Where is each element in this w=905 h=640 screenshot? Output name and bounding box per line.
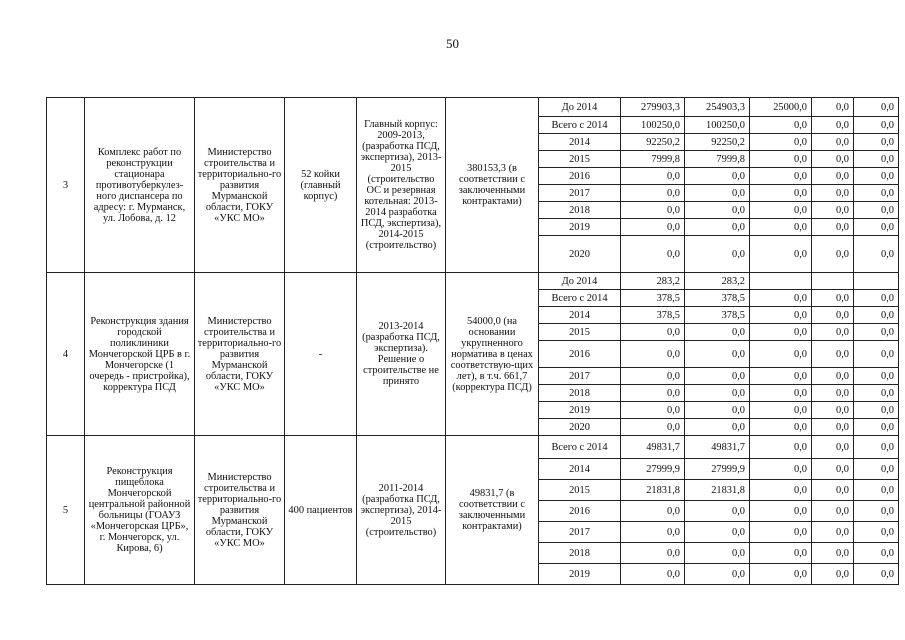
amount-cell: 0,0 [854,436,899,459]
amount-cell: 0,0 [750,236,812,273]
amount-cell: 0,0 [812,402,854,419]
amount-cell: 0,0 [812,385,854,402]
amount-cell: 0,0 [854,341,899,368]
amount-cell: 0,0 [685,419,750,436]
amount-cell: 378,5 [621,307,685,324]
amount-cell: 0,0 [750,543,812,564]
amount-cell: 0,0 [685,168,750,185]
amount-cell: 0,0 [854,307,899,324]
amount-cell: 0,0 [854,168,899,185]
amount-cell: 0,0 [685,341,750,368]
amount-cell: 27999,9 [685,459,750,480]
project-no-cell: 5 [47,436,85,585]
amount-cell: 0,0 [812,419,854,436]
project-terms-cell: 2011-2014 (разработка ПСД, экспертиза), 2014-2015 (строительство) [357,436,446,585]
table-row [47,273,899,290]
amount-cell: 0,0 [750,168,812,185]
amount-cell: 0,0 [621,522,685,543]
amount-cell: 0,0 [621,564,685,585]
project-customer-cell: Министерство строительства и территориально-го развития Мурманской области, ГОКУ «УКС МО» [195,273,285,436]
amount-cell: 0,0 [750,480,812,501]
amount-cell: 0,0 [621,368,685,385]
amount-cell: 0,0 [854,385,899,402]
year-cell: 2014 [539,307,621,324]
project-terms-cell: Главный корпус: 2009-2013, (разработка ПСД, экспертиза), 2013-2015 (строительство ОС и резервная котельная: 2013-2014 разработка ПСД, экспертиза), 2014-2015 (строительство) [357,98,446,273]
year-cell: 2017 [539,522,621,543]
amount-cell: 0,0 [854,459,899,480]
amount-cell: 0,0 [750,290,812,307]
amount-cell: 0,0 [621,385,685,402]
project-capacity-cell: - [285,273,357,436]
amount-cell: 0,0 [621,543,685,564]
amount-cell: 0,0 [685,522,750,543]
amount-cell: 0,0 [621,501,685,522]
amount-cell: 254903,3 [685,98,750,117]
page-number: 50 [446,36,459,51]
amount-cell: 0,0 [854,236,899,273]
year-cell: 2016 [539,341,621,368]
year-cell: 2017 [539,368,621,385]
amount-cell: 21831,8 [685,480,750,501]
amount-cell: 0,0 [854,324,899,341]
amount-cell: 0,0 [812,134,854,151]
year-cell: 2016 [539,501,621,522]
year-cell: 2016 [539,168,621,185]
table-row [47,436,899,459]
amount-cell: 0,0 [621,341,685,368]
amount-cell: 0,0 [854,402,899,419]
amount-cell: 0,0 [812,522,854,543]
table-row [47,98,899,117]
amount-cell: 0,0 [750,436,812,459]
amount-cell: 0,0 [685,385,750,402]
amount-cell: 0,0 [750,522,812,543]
amount-cell: 0,0 [685,219,750,236]
amount-cell: 7999,8 [685,151,750,168]
amount-cell: 0,0 [854,134,899,151]
project-object-cell: Комплекс работ по реконструкции стационара противотуберкулез-ного диспансера по адресу: г. Мурманск, ул. Лобова, д. 12 [85,98,195,273]
amount-cell: 0,0 [750,419,812,436]
amount-cell: 0,0 [812,324,854,341]
year-cell: 2015 [539,324,621,341]
amount-cell: 283,2 [621,273,685,290]
amount-cell: 0,0 [621,168,685,185]
project-customer-cell: Министерство строительства и территориально-го развития Мурманской области, ГОКУ «УКС МО» [195,98,285,273]
amount-cell: 0,0 [685,402,750,419]
amount-cell: 0,0 [621,219,685,236]
amount-cell: 7999,8 [621,151,685,168]
amount-cell: 0,0 [750,307,812,324]
amount-cell: 0,0 [621,185,685,202]
amount-cell: 0,0 [854,501,899,522]
amount-cell: 49831,7 [621,436,685,459]
amount-cell: 0,0 [812,459,854,480]
amount-cell: 0,0 [854,202,899,219]
amount-cell: 0,0 [812,202,854,219]
year-cell: До 2014 [539,273,621,290]
amount-cell: 100250,0 [621,117,685,134]
year-cell: 2019 [539,564,621,585]
year-cell: До 2014 [539,98,621,117]
amount-cell: 100250,0 [685,117,750,134]
project-object-cell: Реконструкция пищеблока Мончегорской центральной районной больницы (ГОАУЗ «Мончегорская ЦРБ», г. Мончегорск, ул. Кирова, 6) [85,436,195,585]
amount-cell: 0,0 [812,236,854,273]
amount-cell: 0,0 [685,324,750,341]
project-cost-cell: 49831,7 (в соответствии с заключенными контрактами) [446,436,539,585]
year-cell: Всего с 2014 [539,436,621,459]
amount-cell: 0,0 [685,564,750,585]
project-cost-cell: 380153,3 (в соответствии с заключенными контрактами) [446,98,539,273]
amount-cell: 0,0 [750,134,812,151]
amount-cell: 0,0 [812,98,854,117]
amount-cell: 0,0 [854,480,899,501]
amount-cell: 0,0 [812,185,854,202]
amount-cell: 0,0 [812,168,854,185]
amount-cell: 92250,2 [621,134,685,151]
amount-cell: 0,0 [854,151,899,168]
amount-cell: 0,0 [621,324,685,341]
amount-cell: 0,0 [812,436,854,459]
amount-cell [750,273,812,290]
amount-cell: 49831,7 [685,436,750,459]
amount-cell: 0,0 [750,341,812,368]
amount-cell: 0,0 [621,236,685,273]
amount-cell: 0,0 [750,459,812,480]
amount-cell: 25000,0 [750,98,812,117]
amount-cell: 0,0 [750,368,812,385]
amount-cell: 0,0 [685,202,750,219]
project-customer-cell: Министерство строительства и территориально-го развития Мурманской области, ГОКУ «УКС МО» [195,436,285,585]
amount-cell: 0,0 [854,368,899,385]
amount-cell: 0,0 [685,543,750,564]
year-cell: Всего с 2014 [539,117,621,134]
amount-cell: 0,0 [750,385,812,402]
amount-cell: 0,0 [685,185,750,202]
project-terms-cell: 2013-2014 (разработка ПСД, экспертиза). Решение о строительстве не принято [357,273,446,436]
year-cell: 2014 [539,134,621,151]
amount-cell: 0,0 [854,543,899,564]
amount-cell: 0,0 [854,219,899,236]
amount-cell: 0,0 [812,543,854,564]
year-cell: 2015 [539,480,621,501]
amount-cell: 0,0 [750,564,812,585]
amount-cell: 0,0 [812,307,854,324]
project-object-cell: Реконструкция здания городской поликлиники Мончегорской ЦРБ в г. Мончегорске (1 очередь - пристройка), корректура ПСД [85,273,195,436]
amount-cell: 0,0 [812,151,854,168]
project-capacity-cell: 52 койки (главный корпус) [285,98,357,273]
amount-cell: 0,0 [750,501,812,522]
amount-cell: 0,0 [812,368,854,385]
year-cell: 2015 [539,151,621,168]
year-cell: 2018 [539,202,621,219]
amount-cell: 0,0 [812,117,854,134]
project-no-cell: 4 [47,273,85,436]
investment-objects-table [46,97,899,585]
amount-cell: 0,0 [750,324,812,341]
amount-cell: 0,0 [854,419,899,436]
amount-cell: 21831,8 [621,480,685,501]
amount-cell: 0,0 [685,368,750,385]
amount-cell: 0,0 [854,117,899,134]
amount-cell: 0,0 [750,151,812,168]
amount-cell: 0,0 [812,219,854,236]
amount-cell: 0,0 [854,185,899,202]
amount-cell: 0,0 [685,501,750,522]
year-cell: 2019 [539,402,621,419]
amount-cell: 0,0 [812,564,854,585]
amount-cell: 283,2 [685,273,750,290]
year-cell: 2017 [539,185,621,202]
amount-cell: 92250,2 [685,134,750,151]
amount-cell: 0,0 [750,402,812,419]
amount-cell: 279903,3 [621,98,685,117]
year-cell: 2014 [539,459,621,480]
amount-cell: 0,0 [854,98,899,117]
amount-cell: 0,0 [685,236,750,273]
amount-cell: 0,0 [750,185,812,202]
year-cell: 2020 [539,419,621,436]
year-cell: 2018 [539,385,621,402]
amount-cell: 0,0 [854,564,899,585]
amount-cell: 27999,9 [621,459,685,480]
year-cell: 2018 [539,543,621,564]
year-cell: Всего с 2014 [539,290,621,307]
amount-cell [812,273,854,290]
amount-cell: 0,0 [750,202,812,219]
amount-cell: 0,0 [854,522,899,543]
amount-cell: 378,5 [621,290,685,307]
year-cell: 2019 [539,219,621,236]
amount-cell: 0,0 [812,290,854,307]
year-cell: 2020 [539,236,621,273]
amount-cell [854,273,899,290]
project-no-cell: 3 [47,98,85,273]
project-cost-cell: 54000,0 (на основании укрупненного норматива в ценах соответствую-щих лет), в т.ч. 661,7 (корректура ПСД) [446,273,539,436]
amount-cell: 0,0 [812,501,854,522]
amount-cell: 0,0 [621,402,685,419]
amount-cell: 0,0 [621,202,685,219]
amount-cell: 0,0 [750,219,812,236]
project-capacity-cell: 400 пациентов [285,436,357,585]
amount-cell: 378,5 [685,307,750,324]
amount-cell: 0,0 [750,117,812,134]
amount-cell: 0,0 [621,419,685,436]
amount-cell: 0,0 [854,290,899,307]
amount-cell: 0,0 [812,480,854,501]
amount-cell: 0,0 [812,341,854,368]
amount-cell: 378,5 [685,290,750,307]
